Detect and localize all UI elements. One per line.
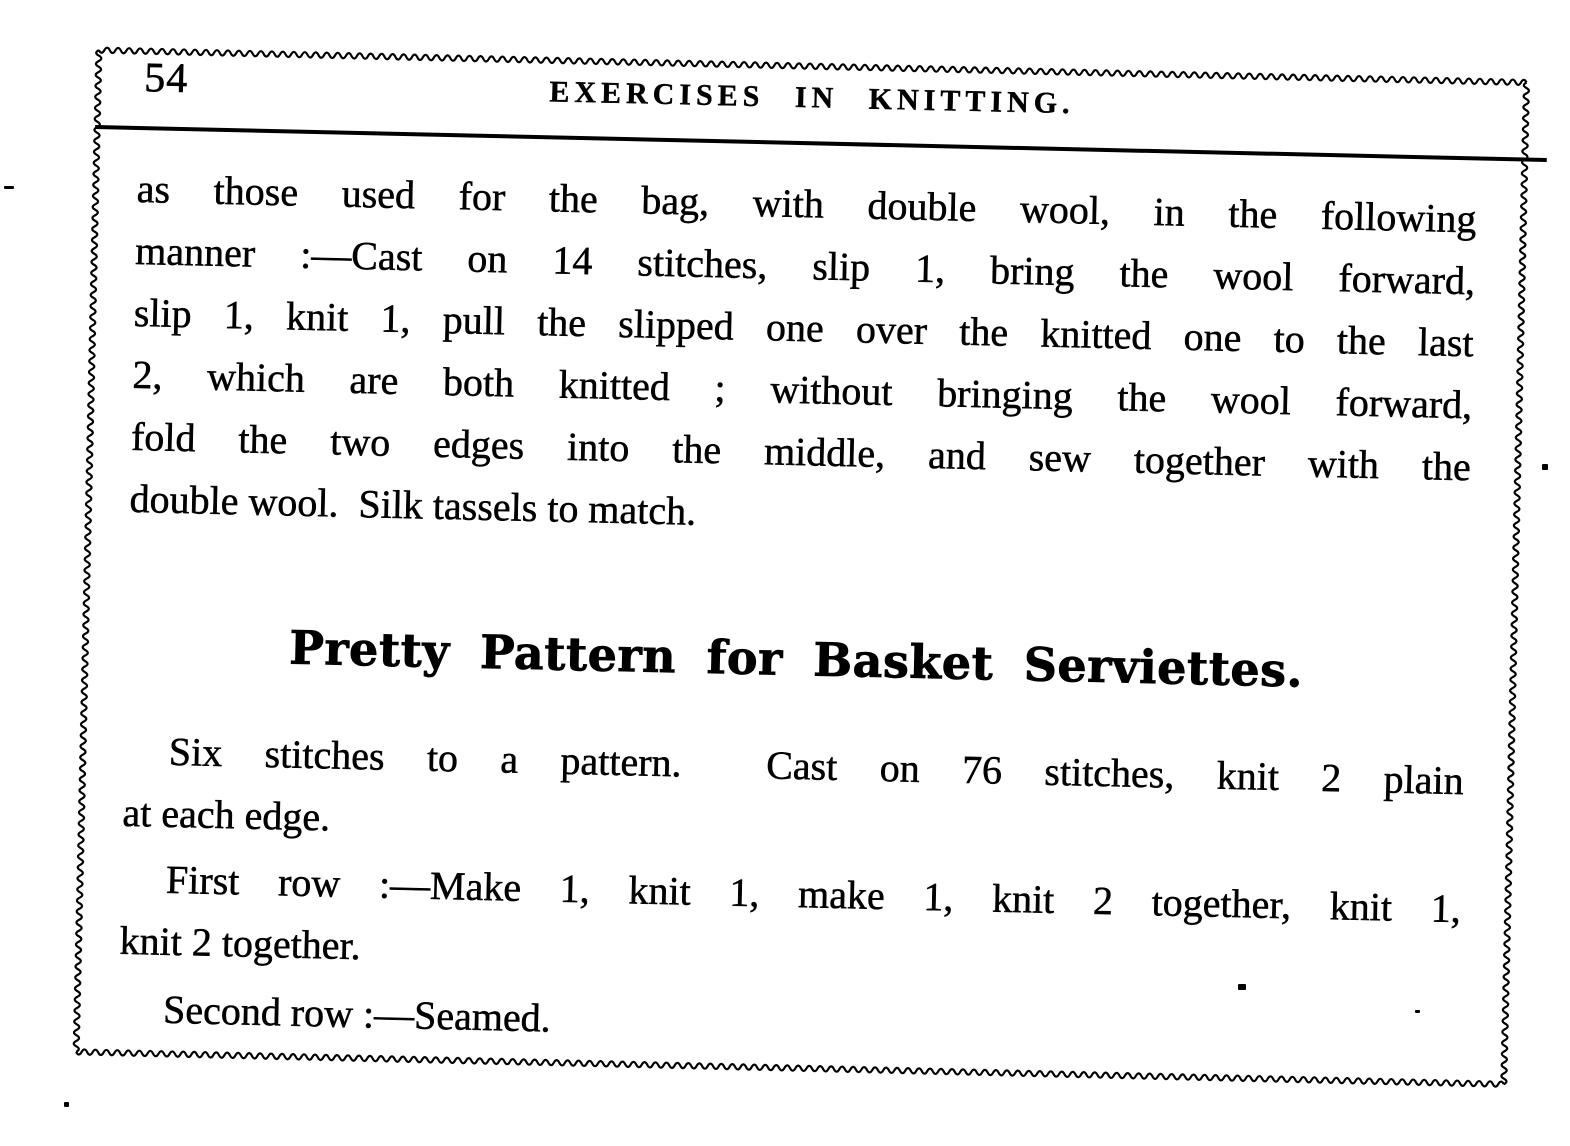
text-line: 2, which are both knitted ; without bringing the wool forward, (132, 351, 1473, 428)
paragraph-cast-on (122, 720, 1464, 874)
text-line: at each edge. (122, 789, 331, 840)
text-line: knit 2 together. (119, 917, 362, 969)
text-line: Six stitches to a pattern. Cast on 76 stitches, knit 2 plain (168, 728, 1465, 804)
text-line: double wool. Silk tassels to match. (129, 475, 697, 534)
text-line: First row :—Make 1, knit 1, make 1, knit 2 together, knit 1, (165, 856, 1462, 932)
ink-speck (4, 186, 14, 189)
text-line: fold the two edges into the middle, and sew together with the (130, 413, 1472, 490)
page-number: 54 (143, 55, 189, 103)
paragraph-continued (129, 158, 1477, 560)
page-body (72, 45, 1531, 1089)
ink-speck (64, 1102, 69, 1107)
page-content (117, 158, 1477, 1070)
text-line: Second row :—Seamed. (162, 986, 552, 1041)
section-heading: Pretty Pattern for Basket Serviettes. (288, 620, 1304, 698)
running-title: EXERCISES IN KNITTING. (549, 75, 1075, 121)
text-line: slip 1, knit 1, pull the slipped one over the knitted one to the last (133, 289, 1475, 366)
text-line: as those used for the bag, with double wool, in the following (136, 165, 1477, 242)
text-line: manner :—Cast on 14 stitches, slip 1, bring the wool forward, (134, 227, 1476, 304)
ink-speck (1542, 464, 1548, 470)
paragraph-first-row (119, 848, 1461, 1002)
